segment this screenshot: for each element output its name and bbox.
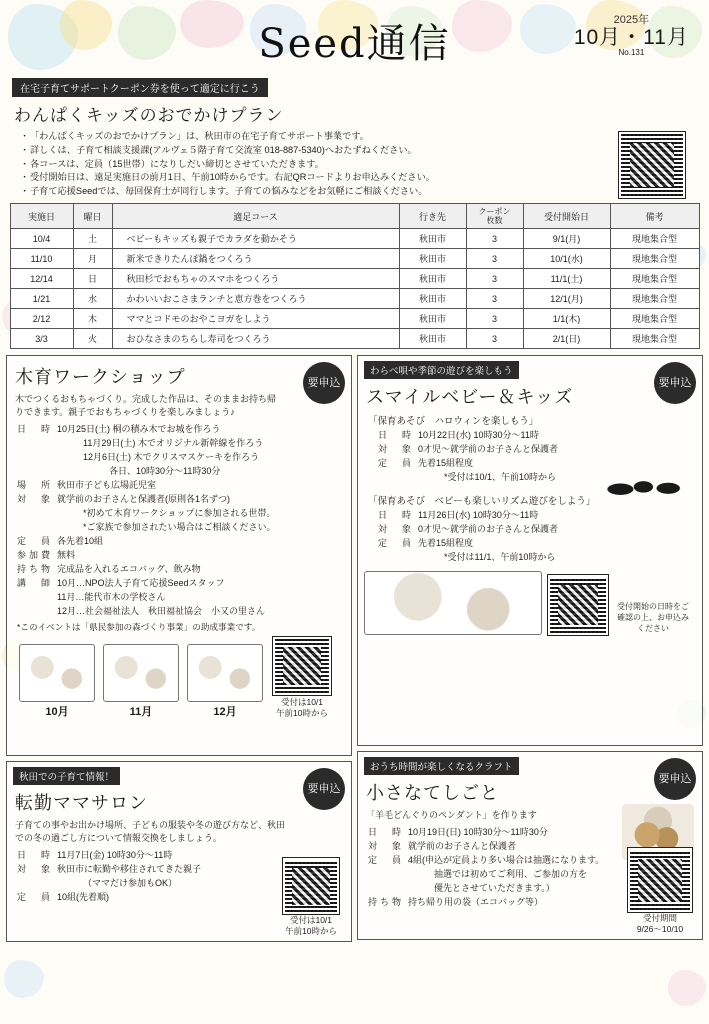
cell-date: 3/3 — [10, 329, 73, 349]
label-datetime: 日 時 — [378, 510, 415, 521]
cell-note: 現地集合型 — [610, 289, 699, 309]
masthead — [6, 0, 703, 78]
cell-note: 現地集合型 — [610, 309, 699, 329]
mokuiku-title: 木育ワークショップ — [15, 367, 186, 389]
col-note: 備考 — [610, 203, 699, 228]
label-capacity: 定 員 — [17, 892, 54, 903]
cell-course: 秋田杉でおもちゃのスマホをつくろう — [112, 269, 399, 289]
small-craft-section — [357, 751, 703, 940]
craft-target: 就学前のお子さんと保護者 — [408, 841, 517, 852]
list-item: ・ 各コースは、定員（15世帯）になりしだい締切とさせていただきます。 — [20, 158, 568, 172]
smile-event-2-target: 0才児～就学前のお子さんと保護者 — [418, 524, 559, 535]
tenkin-lead: 子育ての事やお出かけ場所、子どもの服装や冬の遊び方など、秋田での冬の過ごし方について情報交換をしましょう。 — [15, 820, 286, 844]
mokuiku-time: 各日、10時30分～11時30分 — [109, 466, 221, 477]
label-bring: 持ち物 — [368, 897, 405, 908]
tenkin-date: 11月7日(金) 10時30分～11時 — [57, 850, 173, 861]
cell-destination: 秋田市 — [399, 309, 466, 329]
col-tickets: クーポン 枚数 — [466, 203, 523, 228]
smile-event-2-title: 「保育あそび ベビーも楽しいリズム遊びをしよう」 — [368, 496, 596, 508]
smile-event-1-accept: *受付は10/1、午前10時から — [444, 472, 557, 483]
table-row — [10, 309, 699, 329]
table-row — [10, 269, 699, 289]
cell-tickets: 3 — [466, 269, 523, 289]
cell-note: 現地集合型 — [610, 249, 699, 269]
outing-plan-bullets — [20, 130, 568, 199]
smile-event-1-title: 「保育あそび ハロウィンを楽しもう」 — [368, 416, 539, 428]
smile-ribbon: わらべ唄や季節の遊びを楽しもう — [364, 361, 519, 379]
cell-note: 現地集合型 — [610, 329, 699, 349]
smile-event-2-date: 11月26日(水) 10時30分～11時 — [418, 510, 539, 521]
label-place: 場 所 — [17, 480, 54, 491]
accept-line-2: 午前10時から — [276, 708, 328, 719]
issue-months: 10月・11月 — [573, 26, 689, 50]
label-datetime: 日 時 — [368, 827, 405, 838]
accept-line-2: 午前10時から — [285, 926, 337, 937]
tenkin-target-note: （ママだけ参加もOK） — [83, 878, 178, 889]
cell-date: 1/21 — [10, 289, 73, 309]
table-row — [10, 289, 699, 309]
label-bring: 持ち物 — [17, 563, 54, 574]
christmas-cake-illustration — [187, 644, 263, 702]
cell-course: おひなさまのちらし寿司をつくろう — [112, 329, 399, 349]
cell-destination: 秋田市 — [399, 289, 466, 309]
label-fee: 参加費 — [17, 549, 54, 560]
cell-start: 2/1(日) — [523, 329, 610, 349]
issue-year: 2025年 — [613, 14, 650, 26]
label-lecturer: 講 師 — [17, 577, 54, 588]
mokuiku-target-note-1: *初めて木育ワークショップに参加される世帯。 — [83, 508, 276, 519]
castle-blocks-illustration — [19, 644, 95, 702]
smile-event-1-capacity: 先着15組程度 — [418, 458, 474, 469]
cell-day: 月 — [73, 249, 112, 269]
halloween-illustration — [602, 457, 694, 503]
label-datetime: 日 時 — [378, 430, 415, 441]
craft-capacity: 4組(申込が定員より多い場合は抽選になります。 — [408, 855, 605, 866]
mokuiku-workshop-section — [6, 355, 352, 756]
cell-start: 12/1(月) — [523, 289, 610, 309]
craft-period-value: 9/26～10/10 — [636, 924, 684, 935]
list-item: ・ 受付開始日は、遠足実施日の前月1日、午前10時からです。右記QRコードよりお申込みください。 — [20, 171, 568, 185]
label-capacity: 定 員 — [17, 535, 54, 546]
mokuiku-date-1: 10月25日(土) 桐の積み木でお城を作ろう — [57, 424, 221, 435]
cell-start: 1/1(木) — [523, 309, 610, 329]
label-capacity: 定 員 — [368, 855, 405, 866]
label-target: 対 象 — [368, 841, 405, 852]
label-target: 対 象 — [378, 444, 415, 455]
mokuiku-details — [17, 423, 345, 618]
cell-course: かわいいおこさまランチと恵方巻をつくろう — [112, 289, 399, 309]
label-target: 対 象 — [17, 494, 54, 505]
craft-period — [628, 913, 692, 935]
table-row — [10, 229, 699, 249]
smile-event-2-capacity: 先着15組程度 — [418, 537, 474, 548]
mokuiku-lecturer-2: 11月…能代市木の学校さん — [57, 591, 166, 602]
cell-destination: 秋田市 — [399, 229, 466, 249]
cell-note: 現地集合型 — [610, 229, 699, 249]
outing-plan-section — [6, 78, 703, 199]
cell-day: 水 — [73, 289, 112, 309]
outing-plan-ribbon: 在宅子育てサポートクーポン券を使って適定に行こう — [12, 78, 268, 97]
mokuiku-lecturer-1: 10月…NPO法人子育て応援Seedスタッフ — [57, 577, 225, 588]
cell-start: 10/1(水) — [523, 249, 610, 269]
craft-capacity-note-1: 抽選では初めてご利用、ご参加の方を — [434, 869, 588, 880]
mokuiku-date-3: 12月6日(土) 木でクリスマスケーキを作ろう — [83, 452, 260, 463]
tenkin-title: 転勤ママサロン — [15, 793, 148, 815]
smile-event-2-accept: *受付は11/1、午前10時から — [444, 551, 556, 562]
issue-number: No.131 — [618, 48, 645, 58]
cell-tickets: 3 — [466, 289, 523, 309]
col-day: 曜日 — [73, 203, 112, 228]
cell-day: 日 — [73, 269, 112, 289]
outing-plan-title: わんぱくキッズのおでかけプラン — [14, 106, 284, 126]
mokuiku-bring: 完成品を入れるエコバッグ、飲み物 — [57, 563, 201, 574]
smile-event-1-target: 0才児～就学前のお子さんと保護者 — [418, 444, 559, 455]
application-required-stamp: 要申込 — [654, 758, 696, 800]
cell-day: 土 — [73, 229, 112, 249]
craft-period-label: 受付期間 — [642, 913, 677, 924]
cell-destination: 秋田市 — [399, 329, 466, 349]
mokuiku-capacity: 各先着10組 — [57, 535, 104, 546]
issue-info — [574, 14, 689, 58]
cell-course: 新米できりたんぽ鍋をつくろう — [112, 249, 399, 269]
tenkin-ribbon: 秋田での子育て情報！ — [13, 767, 120, 785]
mokuiku-fee: 無料 — [57, 549, 76, 560]
craft-ribbon: おうち時間が楽しくなるクラフト — [364, 757, 519, 775]
application-required-stamp: 要申込 — [654, 362, 696, 404]
children-costume-illustration — [364, 571, 542, 635]
craft-capacity-note-2: 優先とさせていただきます。） — [434, 883, 555, 894]
mokuiku-footnote: *このイベントは「県民参加の森づくり事業」の助成事業です。 — [17, 621, 261, 632]
page-title: Seed通信 — [258, 21, 451, 67]
illustration-caption: 10月 — [45, 706, 69, 719]
smile-event-1-date: 10月22日(水) 10時30分～11時 — [418, 430, 539, 441]
cell-start: 11/1(土) — [523, 269, 610, 289]
smile-qr-note: 受付開始の日時をご確認の上、お申込みください — [617, 602, 689, 634]
outing-plan-table — [10, 203, 700, 349]
label-target: 対 象 — [378, 524, 415, 535]
illustration-caption: 11月 — [129, 706, 153, 719]
col-course: 適足コース — [112, 203, 399, 228]
smile-title: スマイルベビー＆キッズ — [366, 387, 574, 409]
illustration-caption: 12月 — [213, 706, 237, 719]
mokuiku-target: 就学前のお子さんと保護者(原則各1名ずつ) — [57, 494, 231, 505]
shinkansen-illustration — [103, 644, 179, 702]
tenkin-qr-code[interactable] — [283, 858, 339, 914]
cell-tickets: 3 — [466, 309, 523, 329]
smile-baby-kids-section — [357, 355, 703, 746]
cell-tickets: 3 — [466, 249, 523, 269]
application-required-stamp: 要申込 — [303, 362, 345, 404]
cell-date: 12/14 — [10, 269, 73, 289]
mokuiku-illustrations — [19, 637, 345, 719]
col-destination: 行き先 — [399, 203, 466, 228]
mokuiku-date-2: 11月29日(土) 木でオリジナル新幹線を作ろう — [83, 438, 264, 449]
smile-event-1 — [364, 413, 696, 485]
cell-note: 現地集合型 — [610, 269, 699, 289]
smile-event-2 — [364, 493, 696, 565]
cell-tickets: 3 — [466, 329, 523, 349]
cell-start: 9/1(月) — [523, 229, 610, 249]
cell-day: 火 — [73, 329, 112, 349]
cell-date: 2/12 — [10, 309, 73, 329]
list-item: ・ 詳しくは、子育て相談支援課(アルヴェ５階子育て交流室 018-887-5340)へおたずねください。 — [20, 144, 568, 158]
label-capacity: 定 員 — [378, 458, 415, 469]
cell-date: 11/10 — [10, 249, 73, 269]
label-datetime: 日 時 — [17, 850, 54, 861]
tenkin-capacity: 10組(先着順) — [57, 892, 110, 903]
application-required-stamp: 要申込 — [303, 768, 345, 810]
col-date: 実施日 — [10, 203, 73, 228]
label-capacity: 定 員 — [378, 537, 415, 548]
mokuiku-lecturer-3: 12月…社会福祉法人 秋田福祉協会 小又の里さん — [57, 605, 266, 616]
table-row — [10, 329, 699, 349]
craft-lead: 「羊毛どんぐりのペンダント」を作ります — [366, 810, 537, 821]
cell-course: ママとコドモのおやこヨガをしよう — [112, 309, 399, 329]
table-header-row — [10, 203, 699, 228]
mokuiku-accept-note — [273, 697, 331, 719]
mokuiku-place: 秋田市子ども広場託児室 — [57, 480, 157, 491]
smile-qr-code[interactable] — [548, 575, 608, 635]
craft-qr-code[interactable] — [628, 848, 692, 912]
list-item: ・ 子育て応援Seedでは、毎回保育士が同行します。子育ての悩みなどをお気軽にご相談ください。 — [20, 185, 568, 199]
craft-bring: 持ち帰り用の袋（エコバッグ等） — [408, 897, 544, 908]
craft-title: 小さなてしごと — [366, 783, 499, 805]
cell-course: ベビーもキッズも親子でカラダを動かそう — [112, 229, 399, 249]
craft-date: 10月19日(日) 10時30分～11時30分 — [408, 827, 548, 838]
tenkin-target: 秋田市に転勤や移住されてきた親子 — [57, 864, 202, 875]
table-row — [10, 249, 699, 269]
cell-day: 木 — [73, 309, 112, 329]
accept-line-1: 受付は10/1 — [289, 915, 333, 926]
seed-qr-code[interactable] — [619, 132, 685, 198]
cell-destination: 秋田市 — [399, 249, 466, 269]
accept-line-1: 受付は10/1 — [280, 697, 324, 708]
col-start-date: 受付開始日 — [523, 203, 610, 228]
label-target: 対 象 — [17, 864, 54, 875]
cell-date: 10/4 — [10, 229, 73, 249]
cell-tickets: 3 — [466, 229, 523, 249]
tenkin-mama-salon-section — [6, 761, 352, 942]
mokuiku-lead: 木でつくるおもちゃづくり。完成した作品は、そのままお持ち帰りできます。親子でおもちゃづくりを楽しみましょう♪ — [15, 394, 277, 418]
mokuiku-target-note-2: *ご家族で参加されたい場合はご相談ください。 — [83, 522, 276, 533]
cell-destination: 秋田市 — [399, 269, 466, 289]
tenkin-accept-note — [283, 915, 339, 937]
label-datetime: 日 時 — [17, 424, 54, 435]
list-item: ・ 「わんぱくキッズのおでかけプラン」は、秋田市の在宅子育てサポート事業です。 — [20, 130, 568, 144]
mokuiku-qr-code[interactable] — [273, 637, 331, 695]
